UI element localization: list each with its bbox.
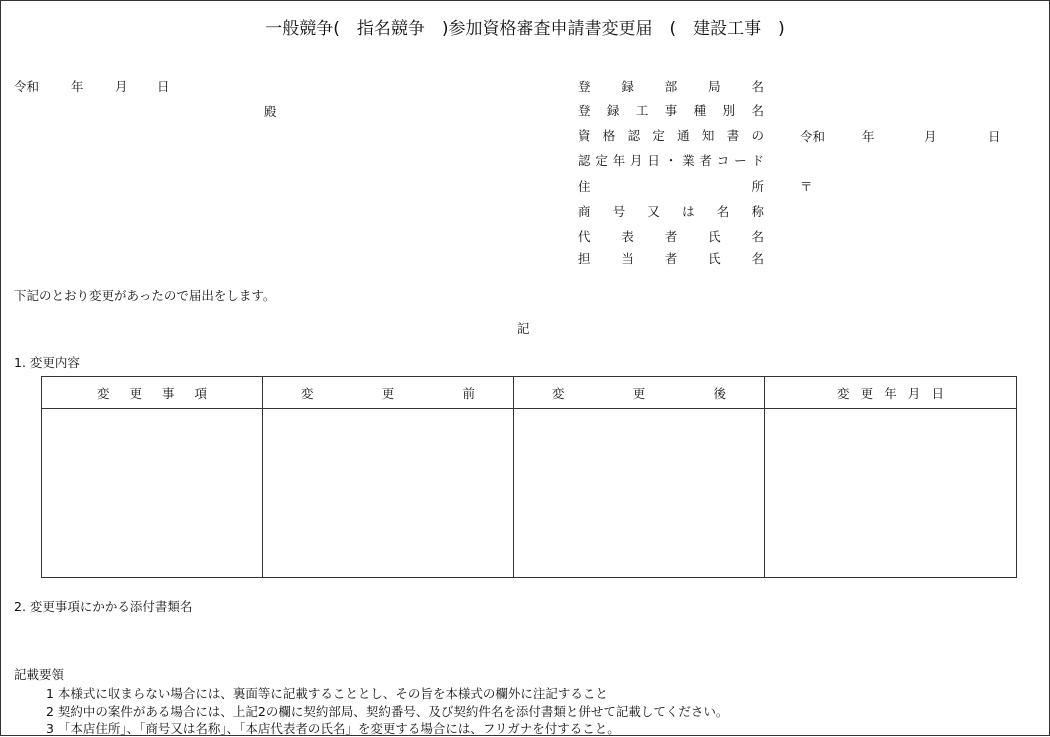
label-char: 部 xyxy=(664,79,678,94)
label-char: 認 xyxy=(627,128,641,143)
label-char: 又 xyxy=(647,204,660,219)
ki-label: 記 xyxy=(517,321,530,336)
label-char: 号 xyxy=(612,204,626,219)
label-char: 通 xyxy=(677,128,690,143)
label-char: 名 xyxy=(751,251,764,266)
field-contact-person-name xyxy=(578,249,764,267)
label-char: 日 xyxy=(931,385,944,401)
header-before-change xyxy=(263,377,514,409)
label-char: 定 xyxy=(595,153,608,168)
label-char: 定 xyxy=(652,128,665,143)
field-address xyxy=(578,177,764,195)
label-char: 録 xyxy=(621,79,634,94)
label-char: 当 xyxy=(621,251,634,266)
field-registered-work-type xyxy=(578,101,764,119)
label-char: の xyxy=(751,128,764,143)
label-char: 後 xyxy=(713,385,726,401)
label-char: 代 xyxy=(578,229,591,244)
label-char: 名 xyxy=(751,79,764,94)
header-after-change xyxy=(514,377,765,409)
label-char: 種 xyxy=(693,103,707,118)
label-char: 登 xyxy=(578,103,591,118)
intro-text: 下記のとおり変更があったので届出をします。 xyxy=(14,288,276,303)
cell-change-date[interactable] xyxy=(765,409,1017,578)
label-char: 録 xyxy=(606,103,620,118)
label-char: は xyxy=(682,204,695,219)
cert-date-day: 日 xyxy=(988,129,1001,144)
header-change-date xyxy=(765,377,1017,409)
label-char: コ xyxy=(716,153,730,168)
label-char: 担 xyxy=(578,251,591,266)
label-char: 所 xyxy=(751,179,764,194)
header-change-item xyxy=(42,377,263,409)
label-char: 住 xyxy=(578,179,591,194)
cert-date-year: 年 xyxy=(862,129,875,144)
label-char: 月 xyxy=(630,153,643,168)
cell-change-item[interactable] xyxy=(42,409,263,578)
cell-after-change[interactable] xyxy=(514,409,765,578)
label-char: 前 xyxy=(462,385,475,401)
cert-date-month: 月 xyxy=(924,129,937,144)
cell-before-change[interactable] xyxy=(263,409,514,578)
field-trade-name xyxy=(578,202,764,220)
label-char: 者 xyxy=(664,251,678,266)
date-day: 日 xyxy=(157,79,170,94)
label-char: 資 xyxy=(578,128,591,143)
label-char: 表 xyxy=(621,229,634,244)
label-char: ・ xyxy=(664,153,678,168)
label-char: 名 xyxy=(751,103,764,118)
label-char: 別 xyxy=(722,103,736,118)
postal-mark: 〒 xyxy=(800,179,813,194)
label-char: 事 xyxy=(161,385,175,401)
label-char: 者 xyxy=(699,153,712,168)
label-char: 認 xyxy=(578,153,591,168)
addressee-suffix: 殿 xyxy=(264,104,277,119)
field-registration-department xyxy=(578,77,764,95)
label-char: 変 xyxy=(301,385,314,401)
date-year: 年 xyxy=(71,79,84,94)
label-char: 局 xyxy=(708,79,721,94)
section2-title: 2. 変更事項にかかる添付書類名 xyxy=(14,599,193,614)
field-qualification-notice xyxy=(578,126,764,144)
label-char: 登 xyxy=(578,79,591,94)
label-char: 氏 xyxy=(708,229,721,244)
label-char: 月 xyxy=(907,385,921,401)
label-char: 称 xyxy=(751,204,764,219)
label-char: 商 xyxy=(578,204,591,219)
label-char: 者 xyxy=(664,229,678,244)
label-char: 更 xyxy=(129,385,142,401)
table-row xyxy=(42,409,1017,578)
note-item: 3 「本店住所」、「商号又は名称」、「本店代表者の氏名」を変更する場合には、フリガナを付すること。 xyxy=(46,721,620,736)
label-char: 更 xyxy=(381,385,395,401)
note-item: 2 契約中の案件がある場合には、上記2の欄に契約部局、契約番号、及び契約件名を添付書類と併せて記載してください。 xyxy=(46,704,729,719)
date-month: 月 xyxy=(115,79,128,94)
label-char: 年 xyxy=(884,385,897,401)
date-era: 令和 xyxy=(14,79,40,94)
changes-table xyxy=(41,376,1017,578)
label-char: 変 xyxy=(97,385,110,401)
label-char: 事 xyxy=(664,103,678,118)
label-char: 知 xyxy=(701,128,715,143)
label-char: 更 xyxy=(632,385,646,401)
label-char: 変 xyxy=(552,385,565,401)
note-item: 1 本様式に収まらない場合には、裏面等に記載することとし、その旨を本様式の欄外に注記すること xyxy=(46,686,608,701)
label-char: 更 xyxy=(860,385,874,401)
label-char: 年 xyxy=(612,153,626,168)
label-char: 日 xyxy=(647,153,660,168)
form-title: 一般競争( 指名競争 )参加資格審査申請書変更届 ( 建設工事 ) xyxy=(265,19,785,39)
table-header-row xyxy=(42,377,1017,409)
label-char: 名 xyxy=(716,204,730,219)
field-certification-date-code xyxy=(578,151,764,169)
cert-date-era: 令和 xyxy=(800,129,826,144)
label-char: ド xyxy=(751,153,764,168)
label-char: 格 xyxy=(602,128,616,143)
label-char: 変 xyxy=(837,385,850,401)
label-char: ー xyxy=(734,153,747,168)
notes-title: 記載要領 xyxy=(14,667,65,682)
label-char: 名 xyxy=(751,229,764,244)
label-char: 氏 xyxy=(708,251,721,266)
section1-title: 1. 変更内容 xyxy=(14,355,80,370)
label-char: 工 xyxy=(635,103,649,118)
label-char: 業 xyxy=(682,153,695,168)
label-char: 書 xyxy=(726,128,740,143)
label-char: 項 xyxy=(194,385,207,401)
field-representative-name xyxy=(578,227,764,245)
